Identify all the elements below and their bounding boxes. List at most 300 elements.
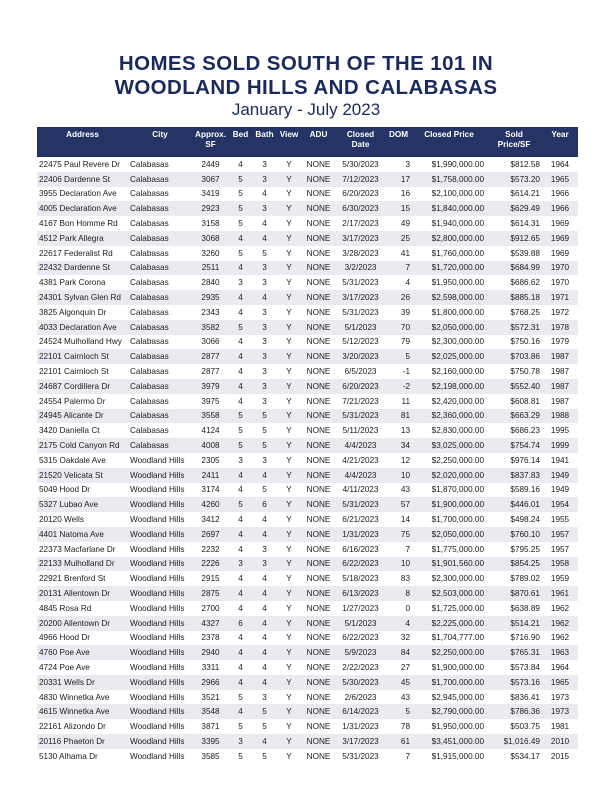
cell-bed: 5 [229,201,252,216]
cell-bath: 4 [252,231,277,246]
cell-address: 21520 Velicata St [37,468,128,483]
table-body [37,157,578,764]
table-row [37,704,578,719]
cell-address: 5130 Alhama Dr [39,751,98,761]
cell-adu: NONE [301,231,336,246]
table-row [37,320,578,335]
cell-bath: 3 [262,337,267,347]
table-row [37,335,578,350]
cell-year: 1941 [550,455,570,465]
cell-view: Y [286,515,292,525]
cell-closed-price: $2,050,000.00 [412,320,486,335]
cell-approx-sf: 4260 [192,497,229,512]
page-title-line-2: WOODLAND HILLS AND CALABASAS [114,76,498,99]
cell-dom: 11 [401,396,410,406]
cell-bed: 4 [238,307,243,317]
cell-year: 1969 [550,248,570,258]
cell-closed-price: $1,725,000.00 [431,603,484,613]
cell-address: 24301 Sylvan Glen Rd [37,290,128,305]
cell-closed-date: 3/17/2023 [336,290,385,305]
cell-closed-date: 4/4/2023 [336,438,385,453]
cell-city: Calabasas [130,337,169,347]
cell-sold-price-sf: $539.88 [510,248,540,258]
cell-adu: NONE [301,557,336,572]
cell-view: Y [277,468,301,483]
cell-sold-price-sf: $614.21 [510,189,540,199]
cell-view: Y [286,603,292,613]
cell-year: 2010 [542,734,578,749]
cell-adu: NONE [306,248,331,258]
cell-view: Y [277,320,301,335]
cell-adu: NONE [306,278,331,288]
cell-address: 20116 Phaeton Dr [37,734,128,749]
cell-address: 4005 Declaration Ave [37,201,128,216]
cell-year: 1970 [542,261,578,276]
cell-adu: NONE [301,527,336,542]
cell-approx-sf: 2940 [192,645,229,660]
cell-view: Y [277,409,301,424]
cell-address: 5327 Lubao Ave [37,497,128,512]
cell-adu: NONE [306,574,331,584]
cell-bed: 5 [229,438,252,453]
cell-approx-sf: 3066 [201,337,220,347]
cell-bath: 5 [262,722,267,732]
cell-closed-price: $2,050,000.00 [412,527,486,542]
cell-view: Y [277,557,301,572]
cell-closed-date: 5/12/2023 [342,337,379,347]
cell-sold-price-sf: $446.01 [486,497,542,512]
cell-bath: 3 [262,307,267,317]
cell-city: Calabasas [128,438,192,453]
cell-closed-price: $1,900,000.00 [431,662,484,672]
cell-bath: 4 [252,616,277,631]
cell-year: 1949 [550,485,570,495]
table-header-row [37,127,578,157]
cell-view: Y [286,662,292,672]
cell-sold-price-sf: $514.21 [486,616,542,631]
cell-approx-sf: 3521 [201,692,220,702]
cell-address: 3420 Daniella Ct [39,426,100,436]
cell-closed-date: 5/18/2023 [342,574,379,584]
cell-closed-date: 5/31/2023 [342,751,379,761]
cell-view: Y [286,396,292,406]
cell-closed-date: 6/20/2023 [342,189,379,199]
cell-address: 4760 Poe Ave [37,645,128,660]
cell-city: Woodland Hills [130,662,185,672]
cell-adu: NONE [301,172,336,187]
cell-approx-sf: 2700 [201,603,220,613]
cell-address: 22373 Macfarlane Dr [39,544,116,554]
cell-city: Calabasas [130,396,169,406]
cell-dom: 7 [385,261,412,276]
cell-bath: 3 [252,261,277,276]
cell-bath: 5 [262,751,267,761]
cell-city: Woodland Hills [128,704,192,719]
cell-dom: 49 [400,219,410,229]
cell-closed-price: $2,100,000.00 [431,189,484,199]
cell-city: Woodland Hills [130,515,185,525]
cell-adu: NONE [306,189,331,199]
table-row [37,246,578,261]
cell-dom: 14 [400,515,410,525]
cell-closed-price: $1,990,000.00 [431,159,484,169]
cell-bath: 3 [262,367,267,377]
cell-adu: NONE [301,468,336,483]
cell-year: 1965 [542,675,578,690]
cell-dom: -1 [402,367,410,377]
cell-closed-date: 7/21/2023 [342,396,379,406]
cell-bed: 5 [238,426,243,436]
cell-bath: 3 [262,455,267,465]
cell-bath: 3 [262,544,267,554]
column-header-city: City [128,127,192,157]
cell-bath: 3 [262,278,267,288]
cell-city: Calabasas [130,426,169,436]
cell-adu: NONE [301,320,336,335]
cell-bed: 4 [238,515,243,525]
table-row [37,542,578,557]
cell-bath: 3 [252,201,277,216]
cell-view: Y [286,633,292,643]
cell-sold-price-sf: $837.83 [486,468,542,483]
cell-bath: 5 [262,426,267,436]
table-row [37,660,578,675]
cell-bed: 4 [238,159,243,169]
cell-year: 1962 [550,603,570,613]
cell-view: Y [286,278,292,288]
cell-year: 1973 [550,692,570,702]
cell-dom: 78 [400,722,410,732]
table-row [37,423,578,438]
cell-approx-sf: 3395 [192,734,229,749]
cell-adu: NONE [306,485,331,495]
cell-bed: 4 [229,675,252,690]
cell-dom: 84 [385,645,412,660]
cell-bath: 3 [252,557,277,572]
cell-closed-date: 6/21/2023 [342,515,379,525]
page-title-line-1: HOMES SOLD SOUTH OF THE 101 IN [118,52,494,75]
cell-address: 4512 Park Allegra [37,231,128,246]
cell-adu: NONE [306,307,331,317]
table-row [37,601,578,616]
cell-city: Calabasas [130,159,169,169]
cell-dom: 79 [400,337,410,347]
cell-closed-price: $1,704,777.00 [431,633,484,643]
cell-closed-price: $1,800,000.00 [431,307,484,317]
cell-closed-price: $2,360,000.00 [412,409,486,424]
cell-adu: NONE [306,633,331,643]
cell-address: 4966 Hood Dr [39,633,90,643]
cell-bed: 4 [238,574,243,584]
cell-view: Y [286,367,292,377]
cell-dom: 7 [405,751,410,761]
cell-city: Calabasas [128,231,192,246]
cell-year: 2015 [550,751,570,761]
cell-view: Y [286,337,292,347]
cell-bed: 4 [238,633,243,643]
cell-city: Calabasas [128,290,192,305]
cell-view: Y [277,586,301,601]
cell-bath: 6 [252,497,277,512]
cell-address: 20131 Allentown Dr [37,586,128,601]
cell-city: Calabasas [130,307,169,317]
cell-address: 4381 Park Corona [39,278,106,288]
table-row [37,527,578,542]
cell-city: Woodland Hills [128,557,192,572]
cell-address: 22921 Brenford St [39,574,106,584]
cell-year: 1988 [542,409,578,424]
cell-closed-date: 7/12/2023 [336,172,385,187]
cell-approx-sf: 2923 [192,201,229,216]
cell-approx-sf: 2343 [201,307,220,317]
cell-sold-price-sf: $795.25 [510,544,540,554]
cell-bath: 4 [262,662,267,672]
cell-closed-date: 6/22/2023 [336,557,385,572]
cell-dom: 15 [385,201,412,216]
cell-address: 22101 Cairnloch St [39,367,109,377]
cell-closed-price: $2,830,000.00 [431,426,484,436]
table-row [37,438,578,453]
cell-year: 1965 [542,172,578,187]
cell-dom: 27 [400,662,410,672]
cell-closed-price: $1,940,000.00 [431,219,484,229]
column-header-dom: DOM [385,127,412,157]
table-row [37,571,578,586]
cell-address: 22161 Alizondo Dr [39,722,106,732]
cell-address: 22432 Dardenne St [37,261,128,276]
cell-year: 1970 [550,278,570,288]
cell-sold-price-sf: $573.20 [486,172,542,187]
table-row [37,631,578,646]
cell-closed-price: $1,758,000.00 [412,172,486,187]
cell-approx-sf: 4008 [192,438,229,453]
cell-bed: 5 [238,248,243,258]
cell-sold-price-sf: $573.16 [486,675,542,690]
cell-bath: 4 [252,734,277,749]
cell-bed: 5 [238,219,243,229]
cell-closed-price: $1,700,000.00 [412,675,486,690]
cell-bed: 5 [229,409,252,424]
cell-bath: 5 [262,248,267,258]
cell-address: 3955 Declaration Ave [39,189,117,199]
cell-approx-sf: 4124 [201,426,220,436]
cell-address: 20120 Wells [39,515,84,525]
cell-dom: 61 [385,734,412,749]
cell-closed-price: $1,870,000.00 [431,485,484,495]
table-row [37,675,578,690]
cell-sold-price-sf: $614.31 [510,219,540,229]
cell-dom: 8 [385,586,412,601]
cell-sold-price-sf: $760.10 [486,527,542,542]
table-row [37,290,578,305]
cell-approx-sf: 2877 [192,349,229,364]
cell-approx-sf: 2305 [201,455,220,465]
cell-year: 1959 [550,574,570,584]
table-row [37,468,578,483]
cell-sold-price-sf: $750.16 [510,337,540,347]
table-row [37,749,578,764]
cell-dom: 32 [400,633,410,643]
cell-sold-price-sf: $638.89 [510,603,540,613]
cell-view: Y [277,201,301,216]
table-row [37,231,578,246]
cell-closed-date: 3/17/2023 [336,231,385,246]
cell-city: Woodland Hills [128,616,192,631]
cell-bath: 3 [262,159,267,169]
cell-address: 20200 Allentown Dr [37,616,128,631]
cell-closed-price: $1,950,000.00 [431,278,484,288]
cell-closed-price: $2,300,000.00 [431,337,484,347]
cell-sold-price-sf: $768.25 [510,307,540,317]
cell-adu: NONE [306,692,331,702]
cell-bed: 3 [238,455,243,465]
cell-closed-date: 5/30/2023 [336,675,385,690]
cell-view: Y [277,675,301,690]
cell-bath: 4 [252,527,277,542]
cell-bed: 4 [238,337,243,347]
cell-city: Calabasas [128,261,192,276]
cell-sold-price-sf: $854.25 [486,557,542,572]
table-row [37,645,578,660]
cell-closed-price: $3,025,000.00 [412,438,486,453]
cell-dom: 70 [385,320,412,335]
cell-address: 4167 Bon Homme Rd [39,219,118,229]
cell-view: Y [277,497,301,512]
cell-closed-date: 4/21/2023 [342,455,379,465]
cell-approx-sf: 3067 [192,172,229,187]
cell-view: Y [277,231,301,246]
cell-address: 3825 Algonquin Dr [39,307,107,317]
cell-year: 1972 [550,307,570,317]
cell-closed-date: 1/31/2023 [336,527,385,542]
column-header-address: Address [37,127,128,157]
cell-bed: 4 [238,662,243,672]
cell-bed: 5 [229,497,252,512]
cell-view: Y [286,574,292,584]
cell-bath: 5 [252,438,277,453]
cell-city: Woodland Hills [128,645,192,660]
cell-closed-date: 3/2/2023 [336,261,385,276]
cell-dom: 43 [400,692,410,702]
cell-bed: 4 [238,544,243,554]
cell-dom: 13 [400,426,410,436]
cell-city: Woodland Hills [128,675,192,690]
cell-closed-date: 1/27/2023 [342,603,379,613]
cell-city: Calabasas [130,278,169,288]
cell-year: 1954 [542,497,578,512]
cell-closed-price: $2,598,000.00 [412,290,486,305]
cell-adu: NONE [301,616,336,631]
cell-approx-sf: 3174 [201,485,220,495]
cell-adu: NONE [306,603,331,613]
cell-year: 1981 [550,722,570,732]
cell-sold-price-sf: $870.61 [486,586,542,601]
cell-approx-sf: 2511 [192,261,229,276]
cell-approx-sf: 2378 [201,633,220,643]
cell-approx-sf: 3412 [201,515,220,525]
cell-year: 1963 [542,645,578,660]
cell-adu: NONE [306,515,331,525]
cell-approx-sf: 2877 [201,367,220,377]
cell-address: 22617 Federalist Rd [39,248,113,258]
cell-view: Y [286,219,292,229]
table-row [37,275,578,290]
column-header-view: View [277,127,301,157]
cell-closed-price: $1,700,000.00 [431,515,484,525]
cell-bed: 6 [229,616,252,631]
cell-city: Woodland Hills [130,633,185,643]
cell-view: Y [286,722,292,732]
cell-sold-price-sf: $1,016.49 [486,734,542,749]
cell-city: Woodland Hills [128,527,192,542]
cell-bath: 4 [252,290,277,305]
cell-sold-price-sf: $686.62 [510,278,540,288]
cell-sold-price-sf: $836.41 [510,692,540,702]
cell-adu: NONE [306,426,331,436]
cell-approx-sf: 2966 [192,675,229,690]
cell-view: Y [286,485,292,495]
cell-approx-sf: 3260 [201,248,220,258]
cell-city: Woodland Hills [128,734,192,749]
cell-adu: NONE [306,396,331,406]
cell-sold-price-sf: $552.40 [486,379,542,394]
cell-closed-price: $1,915,000.00 [431,751,484,761]
cell-bed: 4 [229,290,252,305]
cell-adu: NONE [306,219,331,229]
cell-dom: 4 [385,616,412,631]
cell-sold-price-sf: $765.31 [486,645,542,660]
cell-dom: 39 [400,307,410,317]
cell-dom: 5 [385,704,412,719]
cell-adu: NONE [301,497,336,512]
cell-dom: 45 [385,675,412,690]
table-row [37,483,578,498]
cell-adu: NONE [301,704,336,719]
cell-bed: 4 [238,396,243,406]
table-row [37,616,578,631]
cell-year: 1962 [542,616,578,631]
cell-closed-date: 5/31/2023 [336,409,385,424]
cell-closed-date: 3/17/2023 [336,734,385,749]
cell-closed-date: 2/6/2023 [344,692,377,702]
cell-adu: NONE [301,438,336,453]
cell-closed-date: 4/11/2023 [342,485,379,495]
cell-year: 1969 [550,219,570,229]
cell-sold-price-sf: $572.31 [486,320,542,335]
cell-bath: 4 [262,633,267,643]
cell-adu: NONE [306,722,331,732]
table-row [37,379,578,394]
cell-closed-date: 5/9/2023 [336,645,385,660]
cell-address: 2175 Cold Canyon Rd [37,438,128,453]
column-header-sold-price-sf: Sold Price/SF [486,127,542,157]
table-row [37,216,578,231]
cell-dom: 25 [385,231,412,246]
cell-year: 1964 [550,159,570,169]
cell-closed-date: 6/16/2023 [342,544,379,554]
cell-closed-price: $2,160,000.00 [431,367,484,377]
cell-bath: 5 [252,409,277,424]
cell-closed-price: $1,950,000.00 [431,722,484,732]
cell-sold-price-sf: $976.14 [510,455,540,465]
cell-year: 1999 [542,438,578,453]
cell-view: Y [286,455,292,465]
cell-view: Y [286,307,292,317]
cell-city: Woodland Hills [130,692,185,702]
cell-closed-price: $2,790,000.00 [412,704,486,719]
table-row [37,690,578,705]
cell-sold-price-sf: $663.29 [486,409,542,424]
